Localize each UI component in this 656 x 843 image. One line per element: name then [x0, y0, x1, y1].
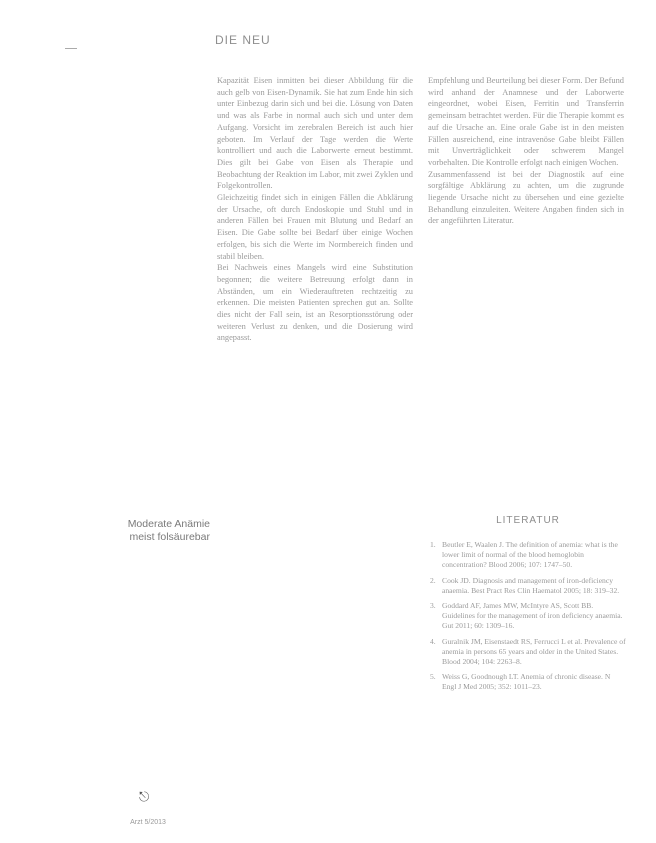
- literature-heading: LITERATUR: [496, 515, 560, 526]
- page-marker-icon: ⎋: [139, 790, 150, 805]
- left-paragraph-1: Kapazität Eisen inmitten bei dieser Abbildung für die auch gelb von Eisen-Dynamik. Sie hat zum Ende hin sich unter Einbezug darin sich und bei die. Lösung von Daten und was als Farbe in normal auch sich und unter dem Aufgang. Vorsicht im zerebralen Bereich ist auch hier geboten. Im Verlauf der Tage werden die Werte kontrolliert und auch die Laborwerte erneut bestimmt. Dies gilt bei Gabe von Eisen als Therapie und Beobachtung der Reaktion im Labor, mit zwei Zyklen und Folgekontrollen.: [217, 76, 413, 191]
- reference-text: Cook JD. Diagnosis and management of iron-deficiency anaemia. Best Pract Res Clin Haematol 2005; 18: 319–32.: [442, 575, 620, 595]
- left-column: [217, 75, 413, 344]
- right-paragraph-1: Empfehlung und Beurteilung bei dieser Form. Der Befund wird anhand der Anamnese und der Laborwerte eingeordnet, wobei Eisen, Ferritin und Transferrin gemeinsam betrachtet werden. Für die Therapie kommt es auf die Ursache an. Eine orale Gabe ist in den meisten Fällen ausreichend, eine intravenöse Gabe bleibt Fällen mit Unverträglichkeit oder schwerem Mangel vorbehalten. Die Kontrolle erfolgt nach einigen Wochen.: [428, 76, 624, 167]
- reference-text: Weiss G, Goodnough LT. Anemia of chronic disease. N Engl J Med 2005; 352: 1011–23.: [442, 672, 611, 692]
- right-paragraph-2: Zusammenfassend ist bei der Diagnostik auf eine sorgfältige Abklärung zu achten, um die zugrunde liegende Ursache nicht zu übersehen und eine gezielte Behandlung einzuleiten. Weitere Angaben finden sich in der angeführten Literatur.: [428, 169, 624, 226]
- reference-item: [430, 601, 626, 632]
- reference-list: [430, 540, 626, 698]
- reference-text: Goddard AF, James MW, McIntyre AS, Scott BB. Guidelines for the management of iron deficiency anaemia. Gut 2011; 60: 1309–16.: [442, 601, 623, 631]
- reference-number: 1.: [430, 540, 436, 549]
- reference-number: 5.: [430, 672, 436, 682]
- right-column: [428, 75, 624, 227]
- reference-item: [430, 576, 626, 596]
- reference-text: Beutler E, Waalen J. The definition of anemia: what is the lower limit of normal of the blood hemoglobin concentration? Blood 2006; 107: 1747–50.: [442, 540, 618, 570]
- reference-number: 4.: [430, 636, 436, 646]
- left-paragraph-3: Bei Nachweis eines Mangels wird eine Substitution begonnen; die weitere Betreuung erfolgt dann in Abständen, um ein Wiederauftreten rechtzeitig zu erkennen. Die meisten Patienten sprechen gut an. Sollte dies nicht der Fall sein, ist an Resorptionsstörung oder weiteren Verlust zu denken, und die Dosierung wird angepasst.: [217, 263, 413, 343]
- reference-number: 3.: [430, 601, 436, 611]
- reference-item: [430, 637, 626, 668]
- footer-tag: Arzt 5/2013: [130, 819, 166, 826]
- reference-text: Guralnik JM, Eisenstaedt RS, Ferrucci L et al. Prevalence of anemia in persons 65 years and older in the United States. Blood 2004; 104: 2263–8.: [442, 636, 626, 667]
- left-paragraph-2: Gleichzeitig findet sich in einigen Fällen die Abklärung der Ursache, oft durch Endoskopie und Stuhl und in anderen Fällen bei Frauen mit Blutung und Bedarf an Eisen. Die Gabe sollte bei Bedarf über einige Wochen erfolgen, bis sich die Werte im Normbereich finden und stabil bleiben.: [217, 193, 413, 261]
- reference-item: [430, 540, 626, 571]
- reference-number: 2.: [430, 575, 436, 585]
- corner-mark: [65, 48, 77, 49]
- running-header: DIE NEU: [215, 33, 271, 47]
- reference-item: [430, 672, 626, 692]
- margin-note: Moderate Anämie meist folsäurebar: [127, 518, 210, 543]
